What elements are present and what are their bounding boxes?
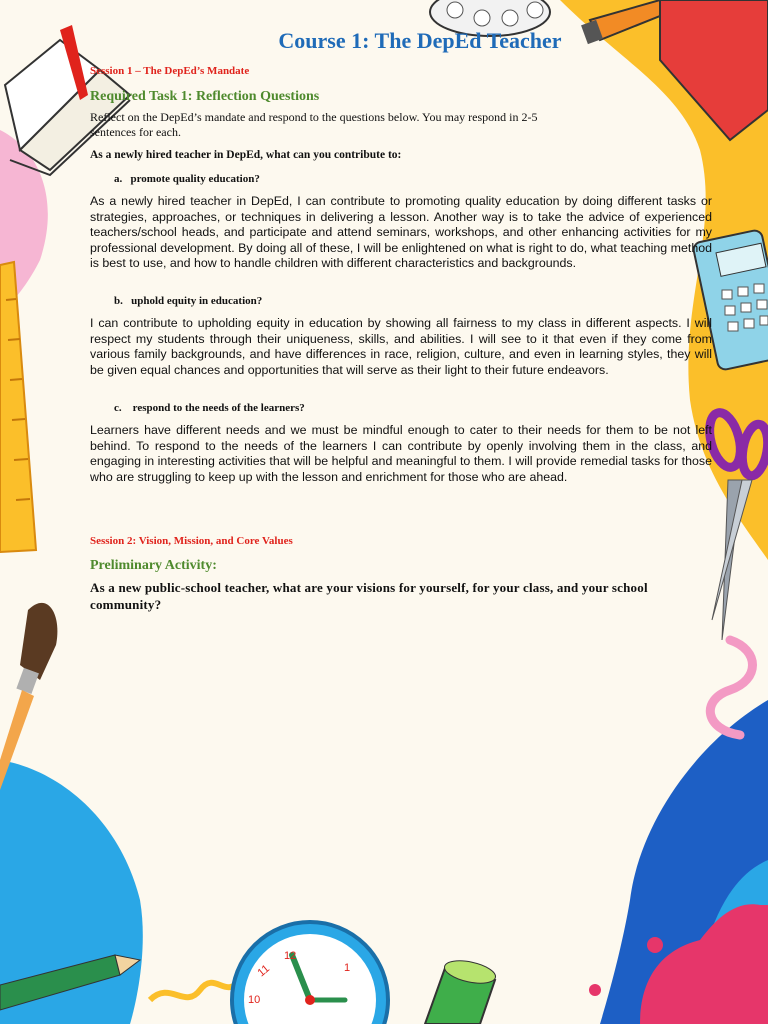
question-text: uphold equity in education? [131, 295, 263, 307]
question-marker: b. [114, 295, 123, 307]
question-c [114, 402, 305, 414]
answer-b: I can contribute to upholding equity in education by showing all fairness to my class in different aspects. I will respect my students through their uniqueness, skills, and abilities. I will see to it that even if they come from various family backgrounds, and have differences in race, religion, culture, and even in learning styles, they will be given equal chances and opportunities that will serve as their light to their future endeavors. [90, 316, 712, 377]
clock-number-12: 12 [284, 950, 297, 962]
session2-heading: Session 2: Vision, Mission, and Core Values [90, 535, 293, 547]
answer-c: Learners have different needs and we must be mindful enough to cater to their needs for them to be not left behind. To respond to the needs of the learners I can contribute by openly involving them in the class, and engaging in interesting activities that will be helpful and meaningful to them. I will provide remedial tasks for those who are struggling to keep up with the lesson and enrichment for those who are ahead. [90, 423, 712, 484]
question-text: promote quality education? [130, 173, 260, 185]
question-text: respond to the needs of the learners? [132, 402, 305, 414]
clock-number-10: 10 [248, 994, 261, 1006]
task-title: Required Task 1: Reflection Questions [90, 89, 320, 104]
activity-title: Preliminary Activity: [90, 558, 217, 573]
clock-number-1: 1 [344, 962, 351, 974]
session1-heading: Session 1 – The DepEd’s Mandate [90, 65, 250, 77]
preliminary-question: As a new public-school teacher, what are your visions for yourself, for your class, and your school community? [90, 580, 648, 612]
question-a [114, 173, 260, 185]
question-b [114, 295, 262, 307]
page-title: Course 1: The DepEd Teacher [278, 28, 562, 53]
clock-number-11: 11 [255, 962, 272, 980]
answer-a: As a newly hired teacher in DepEd, I can contribute to promoting quality education by doing different tasks or strategies, approaches, or techniques in delivering a lesson. Another way is to take the advice of experienced teachers/school heads, and participate and attend seminars, workshops, and other enhancing activities for my professional development. By doing all of these, I will be enlightened on what is right to do, what teaching method is best to use, and how to handle children with different characteristics and backgrounds. [90, 194, 712, 271]
instruction-line-1: Reflect on the DepEd’s mandate and respond to the questions below. You may respond in 2-5 [90, 110, 538, 124]
question-marker: a. [114, 173, 123, 185]
question-marker: c. [114, 402, 122, 414]
lead-question: As a newly hired teacher in DepEd, what can you contribute to: [90, 149, 402, 161]
instruction-line-2: sentences for each. [90, 125, 181, 139]
